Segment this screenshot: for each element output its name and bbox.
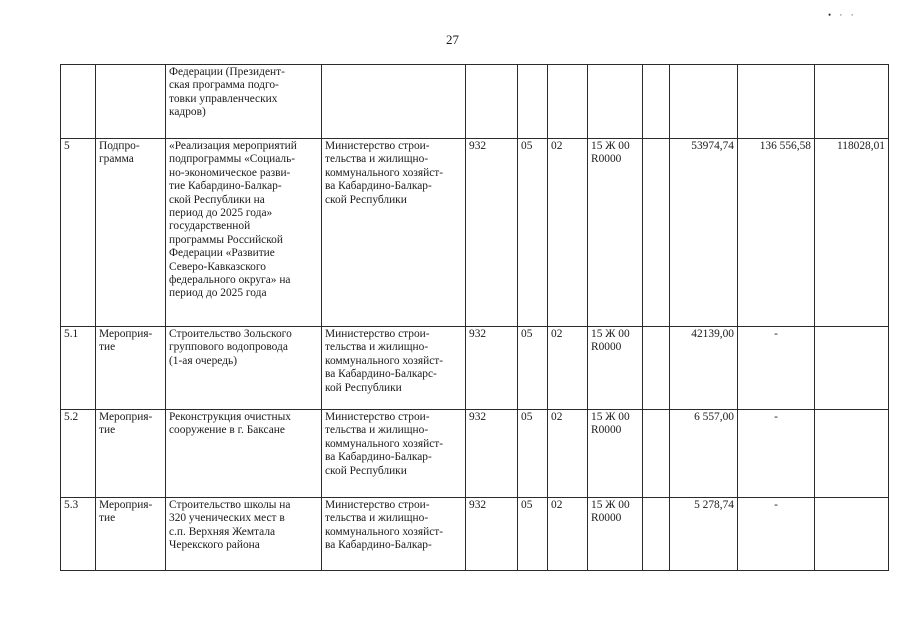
- budget-table: [60, 64, 889, 571]
- section-code-cell: [518, 65, 548, 139]
- row-number-cell: [61, 65, 96, 139]
- executor-cell-text: Министерство строи- тельства и жилищно- коммунального хозяйст- ва Кабардино-Балкар-: [325, 499, 444, 552]
- subsection-code-cell-text: 02: [551, 499, 563, 511]
- executor-cell-text: Министерство строи- тельства и жилищно- коммунального хозяйст- ва Кабардино-Балкар- ской Республики: [325, 411, 444, 477]
- status-cell-text: Мероприя- тие: [99, 499, 153, 525]
- row-number-cell-text: 5.3: [64, 499, 79, 511]
- section-code-cell: [518, 498, 548, 571]
- grbs-code-cell-text: 932: [469, 140, 487, 152]
- subsection-code-cell: [548, 327, 588, 410]
- amount-year2-cell: [738, 498, 815, 571]
- amount-year1-cell-text: 53974,74: [691, 140, 734, 152]
- status-cell: [96, 498, 166, 571]
- table-row: [61, 498, 889, 571]
- status-cell-text: Мероприя- тие: [99, 328, 153, 354]
- amount-year2-cell-text: -: [774, 328, 778, 340]
- status-cell: [96, 65, 166, 139]
- row-number-cell-text: 5.2: [64, 411, 79, 423]
- expense-type-cell: [643, 498, 670, 571]
- expense-type-cell: [643, 410, 670, 498]
- expense-type-cell: [643, 139, 670, 327]
- program-name-cell-text: Федерации (Президент- ская программа подго- товки управленческих кадров): [169, 66, 285, 119]
- amount-year3-cell-text: 118028,01: [837, 140, 885, 152]
- grbs-code-cell: [466, 410, 518, 498]
- table-body: [61, 65, 889, 571]
- section-code-cell-text: 05: [521, 411, 533, 423]
- section-code-cell-text: 05: [521, 499, 533, 511]
- amount-year1-cell-text: 5 278,74: [694, 499, 734, 511]
- amount-year2-cell: [738, 139, 815, 327]
- amount-year2-cell: [738, 65, 815, 139]
- executor-cell: [322, 410, 466, 498]
- amount-year2-cell-text: -: [774, 411, 778, 423]
- program-name-cell-text: Строительство школы на 320 ученических мест в с.п. Верхняя Жемтала Черекского района: [169, 499, 291, 552]
- amount-year1-cell: [670, 498, 738, 571]
- amount-year3-cell: [815, 498, 889, 571]
- amount-year3-cell: [815, 139, 889, 327]
- program-name-cell-text: Реконструкция очистных сооружение в г. Баксане: [169, 411, 291, 437]
- status-cell: [96, 327, 166, 410]
- subsection-code-cell-text: 02: [551, 140, 563, 152]
- target-article-cell-text: 15 Ж 00 R0000: [591, 328, 630, 354]
- grbs-code-cell: [466, 65, 518, 139]
- program-name-cell: [166, 327, 322, 410]
- subsection-code-cell-text: 02: [551, 411, 563, 423]
- section-code-cell: [518, 327, 548, 410]
- amount-year2-cell: [738, 410, 815, 498]
- target-article-cell: [588, 65, 643, 139]
- amount-year1-cell: [670, 139, 738, 327]
- target-article-cell-text: 15 Ж 00 R0000: [591, 411, 630, 437]
- amount-year1-cell-text: 42139,00: [691, 328, 734, 340]
- program-name-cell: [166, 498, 322, 571]
- target-article-cell: [588, 327, 643, 410]
- amount-year3-cell: [815, 65, 889, 139]
- executor-cell: [322, 498, 466, 571]
- grbs-code-cell-text: 932: [469, 411, 487, 423]
- target-article-cell: [588, 498, 643, 571]
- row-number-cell: [61, 139, 96, 327]
- row-number-cell: [61, 498, 96, 571]
- subsection-code-cell: [548, 410, 588, 498]
- executor-cell: [322, 327, 466, 410]
- subsection-code-cell-text: 02: [551, 328, 563, 340]
- amount-year2-cell-text: -: [774, 499, 778, 511]
- row-number-cell-text: 5.1: [64, 328, 79, 340]
- corner-marks-text: • · ·: [828, 10, 857, 20]
- amount-year1-cell: [670, 327, 738, 410]
- executor-cell: [322, 139, 466, 327]
- section-code-cell: [518, 410, 548, 498]
- executor-cell-text: Министерство строи- тельства и жилищно- коммунального хозяйст- ва Кабардино-Балкар- ской Республики: [325, 140, 444, 206]
- amount-year3-cell: [815, 410, 889, 498]
- executor-cell-text: Министерство строи- тельства и жилищно- коммунального хозяйст- ва Кабардино-Балкарс- кой Республики: [325, 328, 444, 394]
- section-code-cell-text: 05: [521, 140, 533, 152]
- program-name-cell: [166, 139, 322, 327]
- amount-year1-cell: [670, 410, 738, 498]
- row-number-cell: [61, 410, 96, 498]
- subsection-code-cell: [548, 65, 588, 139]
- grbs-code-cell-text: 932: [469, 499, 487, 511]
- target-article-cell-text: 15 Ж 00 R0000: [591, 499, 630, 525]
- amount-year3-cell: [815, 327, 889, 410]
- grbs-code-cell: [466, 139, 518, 327]
- page-number: 27: [446, 32, 459, 47]
- row-number-cell: [61, 327, 96, 410]
- target-article-cell: [588, 410, 643, 498]
- table-row: [61, 327, 889, 410]
- expense-type-cell: [643, 327, 670, 410]
- status-cell: [96, 410, 166, 498]
- program-name-cell: [166, 410, 322, 498]
- amount-year1-cell: [670, 65, 738, 139]
- status-cell-text: Мероприя- тие: [99, 411, 153, 437]
- executor-cell: [322, 65, 466, 139]
- amount-year1-cell-text: 6 557,00: [694, 411, 734, 423]
- row-number-cell-text: 5: [64, 140, 70, 152]
- program-name-cell: [166, 65, 322, 139]
- expense-type-cell: [643, 65, 670, 139]
- subsection-code-cell: [548, 139, 588, 327]
- grbs-code-cell: [466, 498, 518, 571]
- target-article-cell-text: 15 Ж 00 R0000: [591, 140, 630, 166]
- section-code-cell-text: 05: [521, 328, 533, 340]
- status-cell-text: Подпро- грамма: [99, 140, 140, 166]
- section-code-cell: [518, 139, 548, 327]
- grbs-code-cell: [466, 327, 518, 410]
- corner-marks: [828, 10, 857, 20]
- program-name-cell-text: Строительство Зольского группового водопровода (1-ая очередь): [169, 328, 292, 367]
- grbs-code-cell-text: 932: [469, 328, 487, 340]
- program-name-cell-text: «Реализация мероприятий подпрограммы «Социаль- но-экономическое разви- тие Кабардино-Балкар- ской Республики на период до 2025 года» государственной программы Российской Федерации «Развитие Северо-Кавказского федерального округа» на период до 2025 года: [169, 140, 297, 300]
- status-cell: [96, 139, 166, 327]
- subsection-code-cell: [548, 498, 588, 571]
- table-row: [61, 65, 889, 139]
- table-row: [61, 410, 889, 498]
- table-row: [61, 139, 889, 327]
- target-article-cell: [588, 139, 643, 327]
- amount-year2-cell: [738, 327, 815, 410]
- amount-year2-cell-text: 136 556,58: [759, 140, 811, 152]
